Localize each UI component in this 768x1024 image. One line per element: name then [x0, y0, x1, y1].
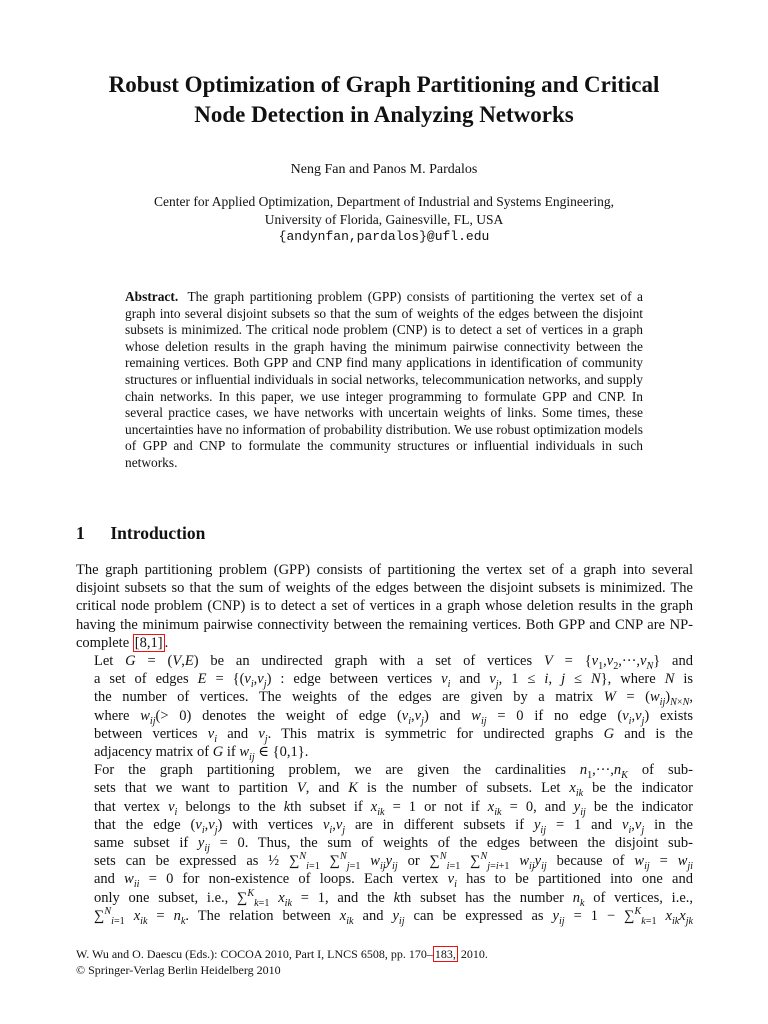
intro-p2-line: Let G = (V,E) be an undirected graph with a set of vertices $V = \{v_1,v_2,\cdot\cdot\cdot,v_N\}$ and	[94, 653, 693, 672]
abstract-block	[125, 289, 643, 472]
intro-paragraph-1	[76, 561, 693, 652]
intro-p2-line: the number of vertices. The weights of the edges are given by a matrix $W = (w_{ij})_{N\times N}$,	[94, 689, 693, 709]
intro-paragraph-1-end: .	[164, 634, 169, 651]
page-footer	[76, 946, 488, 978]
title-line-1: Robust Optimization of Graph Partitioning and Critical	[108, 72, 660, 97]
intro-p3-line: and $w_{ii} = 0$ for non-existence of loops. Each vertex $v_i$ has to be partitioned into one and	[94, 871, 693, 891]
citation-link[interactable]: [8,1]	[134, 634, 163, 651]
section-heading	[76, 522, 205, 544]
abstract-label: Abstract.	[125, 289, 179, 304]
intro-p3-line: same subset if $y_{ij} = 0$. Thus, the sum of weights of the edges between the disjoint sub-	[94, 835, 694, 854]
intro-p2-line: a set of edges $E = \{(v_i,v_j)$ : edge between vertices $v_i$ and $v_j$, 1 ≤ i, j ≤ N}, where N is	[94, 671, 694, 691]
section-number: 1	[76, 523, 85, 543]
affiliation-line-1: Center for Applied Optimization, Department of Industrial and Systems Engineering,	[153, 194, 615, 209]
footer-citation-year: 2010.	[457, 947, 488, 961]
paper-title	[40, 70, 728, 130]
intro-p3-line: sets can be expressed as ½ ∑$^N_{i=1}$ ∑$^N_{j=1}$ $w_{ij}y_{ij}$ or ∑$^N_{i=1}$ ∑$^N_{j=i+1}$ $w_{ij}y_{ij}$ because of $w_{ij} = w_{ji}$	[94, 851, 693, 873]
intro-p2-line: between vertices $v_i$ and $v_j$. This matrix is symmetric for undirected graphs G and is the	[94, 725, 693, 745]
section-title: Introduction	[110, 523, 206, 543]
intro-p3-line: ∑$^N_{i=1}$ $x_{ik} = n_k$. The relation between $x_{ik}$ and $y_{ij}$ can be expressed as $y_{ij} = 1 - \sum^K_{k=1}$ $x_{ik}x_{jk}$	[94, 906, 694, 927]
intro-p2-line: adjacency matrix of G if $w_{ij}$ ∈ {0,1}.	[94, 744, 309, 763]
footer-citation-text: W. Wu and O. Daescu (Eds.): COCOA 2010, Part I, LNCS 6508, pp. 170–	[76, 947, 433, 961]
intro-paragraph-1-text: The graph partitioning problem (GPP) consists of partitioning the vertex set of a graph into several disjoint subsets so that the sum of weights of the edges between the disjoint subsets is minimized. The critical node problem (CNP) is to detect a set of vertices in a graph whose deletion results in the graph having the minimum pairwise connectivity between the remaining vertices. Both GPP and CNP are NP-complete	[76, 562, 693, 651]
intro-p3-line: only one subset, i.e., ∑$^K_{k=1}$ $x_{ik} = 1$, and the kth subset has the number $n_k$ of vertices, i.e.,	[94, 887, 693, 909]
title-line-2: Node Detection in Analyzing Networks	[194, 102, 574, 127]
abstract-text: The graph partitioning problem (GPP) consists of partitioning the vertex set of a graph into several disjoint subsets so that the sum of weights of the edges between the disjoint subsets is minimized. The critical node problem (CNP) is to detect a set of vertices in a graph whose deletion results in the graph having the minimum pairwise connectivity between the remaining vertices. Both GPP and CNP find many applications in identification of community structures or influential individuals in social networks, telecommunication networks, and supply chain networks. In this paper, we use integer programming to formulate GPP and CNP. In several practice cases, we have networks with uncertain weights of links. Some times, these uncertainties have no information of probability distribution. We use robust optimization models of GPP and CNP to formulate the community structures or influential individuals in such networks.	[125, 289, 643, 470]
intro-paragraph-3	[76, 761, 693, 925]
page-range-link[interactable]: 183,	[434, 947, 456, 961]
intro-p3-line: that the edge $(v_i,v_j)$ with vertices $v_i,v_j$ are in different subsets if $y_{ij} = 1$ and $v_i,v_j$ in the	[94, 816, 693, 836]
author-list: Neng Fan and Panos M. Pardalos	[290, 162, 478, 177]
footer-citation	[76, 946, 488, 962]
introduction-body	[76, 561, 693, 925]
intro-p2-line: where $w_{ij}(> 0)$ denotes the weight of edge $(v_i,v_j)$ and $w_{ij} = 0$ if no edge $(v_i,v_j)$ exists	[94, 707, 694, 727]
intro-p3-line: sets that we want to partition V, and K is the number of subsets. Let $x_{ik}$ be the indicator	[94, 780, 694, 800]
author-email: {andynfan,pardalos}@ufl.edu	[278, 229, 490, 244]
intro-p3-line: that vertex $v_i$ belongs to the kth subset if $x_{ik} = 1$ or not if $x_{ik} = 0$, and $y_{ij}$ be the indicator	[94, 798, 693, 818]
intro-p3-line: For the graph partitioning problem, we are given the cardinalities $n_1,\cdot\cdot\cdot,n_K$ of sub-	[94, 762, 693, 782]
affiliation-line-2: University of Florida, Gainesville, FL, USA	[264, 211, 504, 227]
footer-copyright: © Springer-Verlag Berlin Heidelberg 2010	[76, 963, 281, 977]
intro-paragraph-2	[76, 652, 693, 761]
affiliation	[40, 193, 728, 246]
